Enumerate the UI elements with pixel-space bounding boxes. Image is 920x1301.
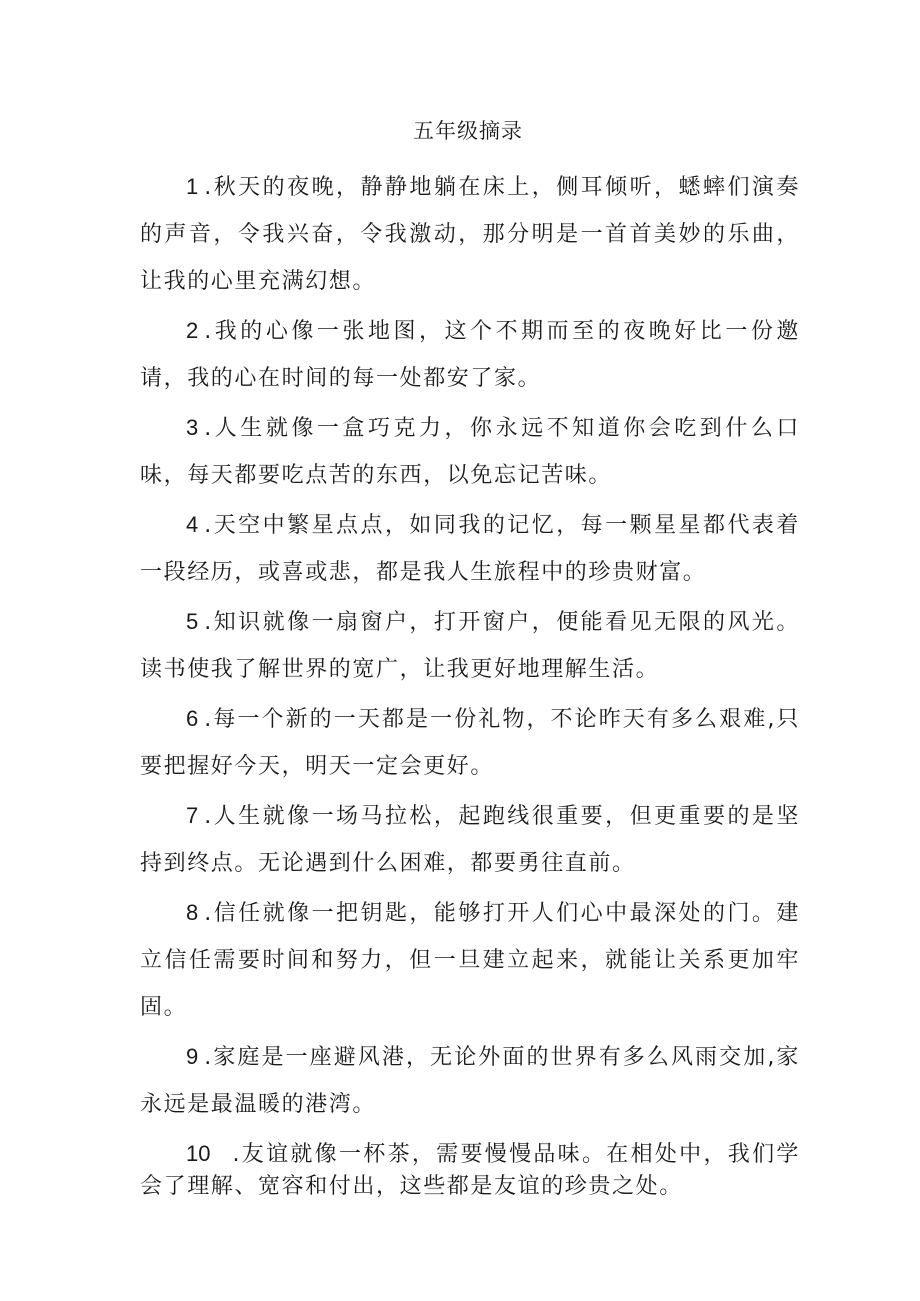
entry-7 <box>140 792 800 887</box>
entry-10 <box>140 1138 800 1203</box>
entry-text: .信任就像一把钥匙，能够打开人们心中最深处的门。建立信任需要时间和努力，但一旦建立起来，就能让关系更加牢固。 <box>140 901 800 1020</box>
entry-text: .知识就像一扇窗户，打开窗户，便能看见无限的风光。读书使我了解世界的宽广，让我更好地理解生活。 <box>140 610 800 682</box>
entry-number: 5 <box>186 609 199 634</box>
entry-number: 4 <box>186 512 199 537</box>
entry-4 <box>140 501 800 596</box>
entry-text: .友谊就像一杯茶，需要慢慢品味。在相处中，我们学会了理解、宽容和付出，这些都是友谊的珍贵之处。 <box>140 1142 800 1199</box>
entry-6 <box>140 695 800 790</box>
entry-text: .每一个新的一天都是一份礼物，不论昨天有多么艰难,只要把握好今天，明天一定会更好。 <box>140 707 800 779</box>
entry-number: 6 <box>186 706 199 731</box>
entry-text: .我的心像一张地图，这个不期而至的夜晚好比一份邀请，我的心在时间的每一处都安了家。 <box>140 319 800 391</box>
entry-text: .秋天的夜晚，静静地躺在床上，侧耳倾听，蟋蟀们演奏的声音，令我兴奋，令我激动，那分明是一首首美妙的乐曲，让我的心里充满幻想。 <box>140 175 800 294</box>
entry-number: 7 <box>186 803 199 828</box>
entry-3 <box>140 404 800 499</box>
entry-1 <box>140 163 800 305</box>
entry-number: 10 <box>186 1141 211 1166</box>
entry-2 <box>140 307 800 402</box>
entry-list <box>140 163 800 1205</box>
entry-text: .人生就像一场马拉松，起跑线很重要，但更重要的是坚持到终点。无论遇到什么困难，都要勇往直前。 <box>140 804 800 876</box>
entry-8 <box>140 889 800 1031</box>
entry-number: 9 <box>186 1044 199 1069</box>
entry-number: 3 <box>186 415 199 440</box>
entry-5 <box>140 598 800 693</box>
document-title: 五年级摘录 <box>413 119 523 143</box>
entry-9 <box>140 1033 800 1128</box>
entry-number: 8 <box>186 900 199 925</box>
entry-text: .人生就像一盒巧克力，你永远不知道你会吃到什么口味，每天都要吃点苦的东西，以免忘记苦味。 <box>140 416 800 488</box>
entry-number: 1 <box>186 174 199 199</box>
entry-text: .家庭是一座避风港，无论外面的世界有多么风雨交加,家永远是最温暖的港湾。 <box>140 1045 800 1117</box>
entry-number: 2 <box>186 318 199 343</box>
entry-text: .天空中繁星点点，如同我的记忆，每一颗星星都代表着一段经历，或喜或悲，都是我人生旅程中的珍贵财富。 <box>140 513 800 585</box>
